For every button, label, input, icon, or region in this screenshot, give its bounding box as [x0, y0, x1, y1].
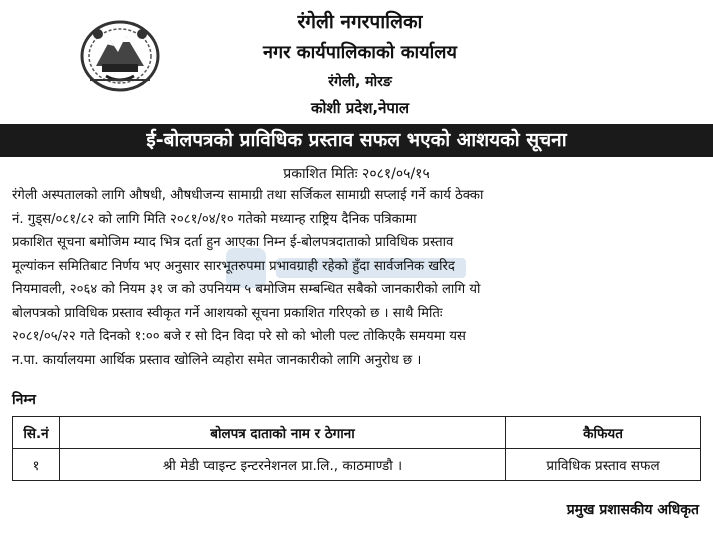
- notice-body: [12, 184, 702, 372]
- org-name: रंगेली नगरपालिका: [297, 11, 423, 33]
- bidder-table: [12, 416, 701, 481]
- col-bidder-header: बोलपत्र दाताको नाम र ठेगाना: [60, 417, 506, 449]
- remarks-cell: प्राविधिक प्रस्ताव सफल: [506, 449, 701, 481]
- col-serial-header: सि.नं: [13, 417, 60, 449]
- body-line: प्रकाशित सूचना बमोजिम म्याद भित्र दर्ता हुन आएका निम्न ई-बोलपत्रदाताको प्राविधिक प्रस्ताव: [12, 235, 454, 250]
- body-line: रंगेली अस्पतालको लागि औषधी, औषधीजन्य सामाग्री तथा सर्जिकल सामाग्री सप्लाई गर्ने कार्य ठेक्का: [12, 188, 484, 203]
- col-remarks-header: कैफियत: [506, 417, 701, 449]
- body-line: २०८१/०५/२२ गते दिनको १:०० बजे र सो दिन विदा परे सो को भोली पल्ट तोकिएकै समयमा यस: [12, 329, 466, 344]
- body-line: नं. गुड्स/०८१/८२ को लागि मिति २०८१/०४/१० गतेको मध्यान्ह राष्ट्रिय दैनिक पत्रिकामा: [12, 211, 417, 227]
- table-header-row: [13, 417, 701, 449]
- nepal-emblem-icon: [76, 14, 164, 94]
- body-line: नियमावली, २०६४ को नियम ३१ ज को उपनियम ५ बमोजिम सम्बन्धित सबैको जानकारीको लागि यो: [12, 282, 481, 297]
- body-line: बोलपत्रको प्राविधिक प्रस्ताव स्वीकृत गर्ने आशयको सूचना प्रकाशित गरिएको छ । साथै मितिः: [12, 305, 443, 321]
- table-row: [13, 449, 701, 481]
- letterhead: [0, 0, 713, 124]
- list-label: निम्न: [12, 392, 36, 408]
- serial-cell: १: [13, 449, 60, 481]
- province-country: कोशी प्रदेश,नेपाल: [310, 99, 409, 117]
- published-date: प्रकाशित मितिः २०८१/०५/१५: [283, 166, 430, 182]
- notice-title: ई-बोलपत्रको प्राविधिक प्रस्ताव सफल भएको आशयको सूचना: [0, 124, 713, 157]
- bidder-cell: श्री मेडी प्वाइन्ट इन्टरनेशनल प्रा.लि., काठमाण्डौ ।: [60, 449, 506, 481]
- office-address: रंगेली, मोरङ: [328, 74, 392, 90]
- signer-title: प्रमुख प्रशासकीय अधिकृत: [566, 502, 699, 518]
- body-line: मूल्यांकन समितिबाट निर्णय भए अनुसार सारभूतरुपमा प्रभावग्राही रहेको हुँदा सार्वजनिक खरिद: [12, 258, 455, 274]
- body-line: न.पा. कार्यालयमा आर्थिक प्रस्ताव खोलिने व्यहोरा समेत जानकारीको लागि अनुरोध छ ।: [12, 352, 422, 368]
- office-name: नगर कार्यपालिकाको कार्यालय: [263, 42, 457, 63]
